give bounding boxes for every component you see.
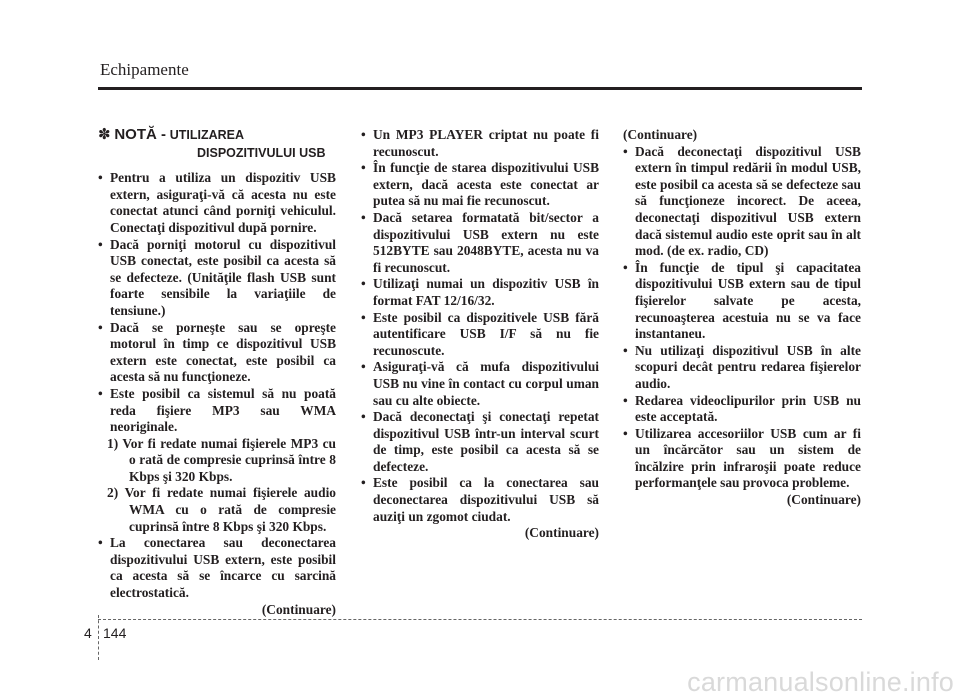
footer-rule (98, 619, 862, 620)
list-item: • Asiguraţi-vă că mufa dispozitivului USB nu vine în contact cu corpul uman sau cu alte obiecte. (361, 359, 599, 409)
continued-label: (Continuare) (524, 525, 599, 541)
list-item: • Utilizaţi numai un dispozitiv USB în format FAT 12/16/32. (361, 276, 599, 309)
list-item: • Dacă deconectaţi şi conectaţi repetat dispozitivul USB într-un interval scurt de timp, este posibil ca acesta să se defecteze. (361, 409, 599, 475)
column-1 (98, 127, 336, 618)
list-item: • Pentru a utiliza un dispozitiv USB extern, asiguraţi-vă că acesta nu este conectat atunci când porniţi vehiculul. Conectaţi dispozitivul după pornire. (98, 170, 336, 236)
page-number: 144 (103, 625, 127, 641)
list-item: • Dacă setarea formatată bit/sector a dispozitivului USB extern nu este 512BYTE sau 2048BYTE, acesta nu va fi recunoscut. (361, 210, 599, 276)
note-title (98, 127, 336, 161)
continued-label: (Continuare) (786, 492, 861, 508)
continued-label: (Continuare) (261, 601, 336, 617)
list-item: • Este posibil ca la conectarea sau deconectarea dispozitivului USB să auziţi un zgomot ciudat. (361, 475, 599, 525)
note-topic-line1: UTILIZAREA (169, 128, 245, 142)
list-item: • Dacă se porneşte sau se opreşte motorul în timp ce dispozitivul USB extern este conectat, este posibil ca acesta să nu funcţioneze. (98, 320, 336, 386)
watermark: carmanualsonline.info (687, 667, 954, 697)
list-item: • Dacă porniţi motorul cu dispozitivul USB conectat, este posibil ca acesta să se defecteze. (Unităţile flash USB sunt foarte sensibile la variaţiile de tensiune.) (98, 237, 336, 320)
list-item: • În funcţie de tipul şi capacitatea dispozitivului USB extern sau de tipul fişierelor salvate pe acesta, recunoaşterea acestuia nu se va face instantaneu. (623, 260, 861, 343)
note-label: NOTĂ - (114, 126, 166, 143)
list-item: • Un MP3 PLAYER criptat nu poate fi recunoscut. (361, 127, 599, 160)
column-3 (623, 127, 861, 509)
list-item: • La conectarea sau deconectarea dispozitivului USB extern, este posibil ca acesta să se încarce cu sarcină electrostatică. (98, 535, 336, 601)
footer-divider (98, 615, 99, 660)
list-item: • Este posibil ca sistemul să nu poată reda fişiere MP3 sau WMA neoriginale. (98, 386, 336, 436)
list-item: • Nu utilizaţi dispozitivul USB în alte scopuri decât pentru redarea fişierelor audio. (623, 343, 861, 393)
list-item: • În funcţie de starea dispozitivului USB extern, dacă acesta este conectat ar putea să nu mai fie recunoscut. (361, 160, 599, 210)
list-item: • Dacă deconectaţi dispozitivul USB extern în timpul redării în modul USB, este posibil ca acesta să se defecteze sau să funcţioneze incorect. De aceea, deconectaţi dispozitivul USB extern dacă sistemul audio este oprit sau în alt mod. (de ex. radio, CD) (623, 144, 861, 260)
sub-list-item: 2) Vor fi redate numai fişierele audio WMA cu o rată de compresie cuprinsă între 8 Kbps şi 320 Kbps. (107, 485, 336, 534)
section-header: Echipamente (100, 60, 189, 79)
column-2 (361, 127, 599, 542)
sub-list-item: 1) Vor fi redate numai fişierele MP3 cu o rată de compresie cuprinsă între 8 Kbps şi 320 Kbps. (107, 435, 336, 484)
continued-label: (Continuare) (623, 127, 698, 142)
list-item: • Este posibil ca dispozitivele USB fără autentificare USB I/F să nu fie recunoscute. (361, 310, 599, 360)
list-item: • Utilizarea accesoriilor USB cum ar fi un încărcător sau un sistem de încălzire prin infraroşii poate reduce performanţele sau provoca probleme. (623, 426, 861, 492)
note-topic-line2: DISPOZITIVULUI USB (197, 145, 326, 160)
header-rule (98, 87, 862, 90)
list-item: • Redarea videoclipurilor prin USB nu este acceptată. (623, 393, 861, 426)
chapter-number: 4 (84, 625, 92, 641)
note-icon: ✽ (98, 126, 111, 143)
